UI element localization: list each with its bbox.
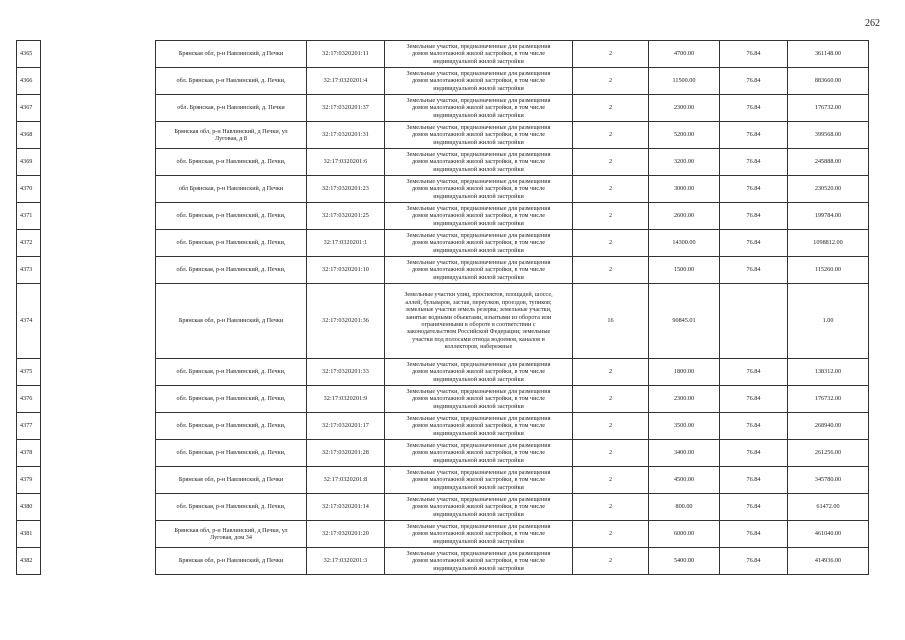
area-cell: 2300.00 [649, 95, 720, 122]
cadastral-number-cell: 32:17:0320201:10 [307, 257, 385, 284]
land-use-cell: Земельные участки, предназначенные для размещения домов малоэтажной жилой застройки, в том числе индивидуальной жилой застройки [385, 494, 573, 521]
row-number: 4376 [17, 386, 41, 413]
rate-cell: 76.84 [720, 548, 788, 575]
row-number: 4371 [17, 203, 41, 230]
group-cell: 2 [573, 203, 649, 230]
row-number: 4373 [17, 257, 41, 284]
address-cell: обл. Брянская, р-н Навлинский, д. Печки, [156, 149, 307, 176]
cadastral-value-cell: 1098812.00 [788, 230, 869, 257]
cadastral-value-cell: 361148.00 [788, 41, 869, 68]
land-use-cell: Земельные участки, предназначенные для размещения домов малоэтажной жилой застройки, в том числе индивидуальной жилой застройки [385, 203, 573, 230]
gap-cell [41, 257, 156, 284]
cadastral-value-cell: 138312.00 [788, 359, 869, 386]
row-number: 4367 [17, 95, 41, 122]
cadastral-number-cell: 32:17:0320201:33 [307, 359, 385, 386]
group-cell: 2 [573, 230, 649, 257]
cadastral-value-cell: 399568.00 [788, 122, 869, 149]
cadastral-number-cell: 32:17:0320201:25 [307, 203, 385, 230]
rate-cell: 76.84 [720, 176, 788, 203]
cadastral-value-cell: 414936.00 [788, 548, 869, 575]
address-cell: обл. Брянская, р-н Навлинский, д. Печки, [156, 494, 307, 521]
area-cell: 3400.00 [649, 440, 720, 467]
gap-cell [41, 122, 156, 149]
rate-cell: 76.84 [720, 203, 788, 230]
table-row [17, 359, 869, 386]
rate-cell: 76.84 [720, 521, 788, 548]
address-cell: Брянская обл, р-н Навлинский, д Печки [156, 41, 307, 68]
table-row [17, 203, 869, 230]
cadastral-number-cell: 32:17:0320201:11 [307, 41, 385, 68]
address-cell: обл Брянская, р-н Навлинский, д Печки [156, 176, 307, 203]
group-cell: 2 [573, 359, 649, 386]
group-cell: 2 [573, 122, 649, 149]
rate-cell: 76.84 [720, 68, 788, 95]
row-number: 4366 [17, 68, 41, 95]
address-cell: Брянская обл, р-н Навлинский, д Печки, ул Луговая, д 8 [156, 122, 307, 149]
address-cell: обл. Брянская, р-н Навлинский, д. Печки, [156, 440, 307, 467]
cadastral-value-cell: 176732.00 [788, 386, 869, 413]
land-use-cell: Земельные участки, предназначенные для размещения домов малоэтажной жилой застройки, в том числе индивидуальной жилой застройки [385, 548, 573, 575]
row-number: 4382 [17, 548, 41, 575]
cadastral-number-cell: 32:17:0320201:28 [307, 440, 385, 467]
row-number: 4380 [17, 494, 41, 521]
group-cell: 2 [573, 467, 649, 494]
rate-cell: 76.84 [720, 41, 788, 68]
cadastral-value-cell: 199784.00 [788, 203, 869, 230]
group-cell: 2 [573, 176, 649, 203]
cadastral-value-cell: 883660.00 [788, 68, 869, 95]
land-use-cell: Земельные участки, предназначенные для размещения домов малоэтажной жилой застройки, в том числе индивидуальной жилой застройки [385, 359, 573, 386]
row-number: 4368 [17, 122, 41, 149]
table-row [17, 230, 869, 257]
land-use-cell: Земельные участки, предназначенные для размещения домов малоэтажной жилой застройки, в том числе индивидуальной жилой застройки [385, 149, 573, 176]
table-row [17, 494, 869, 521]
table-row [17, 521, 869, 548]
land-use-cell: Земельные участки, предназначенные для размещения домов малоэтажной жилой застройки, в том числе индивидуальной жилой застройки [385, 230, 573, 257]
land-use-cell: Земельные участки, предназначенные для размещения домов малоэтажной жилой застройки, в том числе индивидуальной жилой застройки [385, 467, 573, 494]
address-cell: обл. Брянская, р-н Навлинский, д. Печки, [156, 203, 307, 230]
cadastral-number-cell: 32:17:0320201:6 [307, 149, 385, 176]
address-cell: обл. Брянская, р-н Навлинский, д. Печки [156, 95, 307, 122]
cadastral-number-cell: 32:17:0320201:31 [307, 122, 385, 149]
cadastral-number-cell: 32:17:0320201:20 [307, 521, 385, 548]
gap-cell [41, 176, 156, 203]
rate-cell: 76.84 [720, 95, 788, 122]
gap-cell [41, 521, 156, 548]
row-number: 4381 [17, 521, 41, 548]
group-cell: 2 [573, 95, 649, 122]
rate-cell: 76.84 [720, 494, 788, 521]
land-use-cell: Земельные участки, предназначенные для размещения домов малоэтажной жилой застройки, в том числе индивидуальной жилой застройки [385, 440, 573, 467]
cadastral-number-cell: 32:17:0320201:8 [307, 467, 385, 494]
cadastral-number-cell: 32:17:0320201:37 [307, 95, 385, 122]
gap-cell [41, 41, 156, 68]
page-number: 262 [865, 18, 880, 29]
table-row [17, 284, 869, 359]
area-cell: 90845.01 [649, 284, 720, 359]
cadastral-value-cell: 461040.00 [788, 521, 869, 548]
rate-cell [720, 284, 788, 359]
table-row [17, 467, 869, 494]
gap-cell [41, 440, 156, 467]
cadastral-value-cell: 61472.00 [788, 494, 869, 521]
table-row [17, 257, 869, 284]
area-cell: 5200.00 [649, 122, 720, 149]
group-cell: 16 [573, 284, 649, 359]
area-cell: 4500.00 [649, 467, 720, 494]
row-number: 4374 [17, 284, 41, 359]
row-number: 4370 [17, 176, 41, 203]
row-number: 4377 [17, 413, 41, 440]
rate-cell: 76.84 [720, 122, 788, 149]
row-number: 4375 [17, 359, 41, 386]
address-cell: Брянская обл, р-н Навлинский, д Печки [156, 467, 307, 494]
gap-cell [41, 95, 156, 122]
table-row [17, 176, 869, 203]
gap-cell [41, 149, 156, 176]
rate-cell: 76.84 [720, 149, 788, 176]
land-use-cell: Земельные участки, предназначенные для размещения домов малоэтажной жилой застройки, в том числе индивидуальной жилой застройки [385, 176, 573, 203]
cadastral-number-cell: 32:17:0320201:4 [307, 68, 385, 95]
gap-cell [41, 230, 156, 257]
address-cell: обл. Брянская, р-н Навлинский, д. Печки, [156, 386, 307, 413]
land-use-cell: Земельные участки улиц, проспектов, площадей, шоссе, аллей, бульваров, застав, переулков, проездов, тупиков; земельные участки земель резерва; земельные участки, занятые водными объектами, изъятыми из оборота или ограниченными в обороте в соответствии с законодательством Российской Федерации; земельные участки под полосами отвода водоемов, каналов и коллекторов, набережные [385, 284, 573, 359]
area-cell: 2600.00 [649, 203, 720, 230]
area-cell: 11500.00 [649, 68, 720, 95]
cadastral-number-cell: 32:17:0320201:36 [307, 284, 385, 359]
land-use-cell: Земельные участки, предназначенные для размещения домов малоэтажной жилой застройки, в том числе индивидуальной жилой застройки [385, 68, 573, 95]
rate-cell: 76.84 [720, 230, 788, 257]
row-number: 4372 [17, 230, 41, 257]
gap-cell [41, 467, 156, 494]
group-cell: 2 [573, 548, 649, 575]
table-row [17, 68, 869, 95]
group-cell: 2 [573, 494, 649, 521]
cadastral-value-cell: 176732.00 [788, 95, 869, 122]
table-row [17, 413, 869, 440]
area-cell: 3000.00 [649, 176, 720, 203]
land-use-cell: Земельные участки, предназначенные для размещения домов малоэтажной жилой застройки, в том числе индивидуальной жилой застройки [385, 95, 573, 122]
gap-cell [41, 203, 156, 230]
group-cell: 2 [573, 68, 649, 95]
area-cell: 4700.00 [649, 41, 720, 68]
group-cell: 2 [573, 41, 649, 68]
table-row [17, 440, 869, 467]
cadastral-value-cell: 1.00 [788, 284, 869, 359]
cadastral-number-cell: 32:17:0320201:3 [307, 548, 385, 575]
row-number: 4379 [17, 467, 41, 494]
cadastral-value-cell: 345780.00 [788, 467, 869, 494]
cadastral-number-cell: 32:17:0320201:1 [307, 230, 385, 257]
gap-cell [41, 413, 156, 440]
group-cell: 2 [573, 149, 649, 176]
table-row [17, 122, 869, 149]
rate-cell: 76.84 [720, 386, 788, 413]
area-cell: 2300.00 [649, 386, 720, 413]
area-cell: 1500.00 [649, 257, 720, 284]
address-cell: обл. Брянская, р-н Навлинский, д. Печки, [156, 257, 307, 284]
row-number: 4369 [17, 149, 41, 176]
cadastral-value-cell: 261256.00 [788, 440, 869, 467]
group-cell: 2 [573, 257, 649, 284]
cadastral-number-cell: 32:17:0320201:23 [307, 176, 385, 203]
address-cell: обл. Брянская, р-н Навлинский, д. Печки, [156, 230, 307, 257]
gap-cell [41, 68, 156, 95]
rate-cell: 76.84 [720, 359, 788, 386]
rate-cell: 76.84 [720, 413, 788, 440]
land-use-cell: Земельные участки, предназначенные для размещения домов малоэтажной жилой застройки, в том числе индивидуальной жилой застройки [385, 413, 573, 440]
gap-cell [41, 494, 156, 521]
address-cell: Брянская обл, р-н Навлинский, д Печки, ул Луговая, дом 34 [156, 521, 307, 548]
cadastral-number-cell: 32:17:0320201:9 [307, 386, 385, 413]
row-number: 4365 [17, 41, 41, 68]
cadastral-number-cell: 32:17:0320201:14 [307, 494, 385, 521]
table-row [17, 149, 869, 176]
gap-cell [41, 359, 156, 386]
cadastral-value-cell: 245888.00 [788, 149, 869, 176]
area-cell: 14300.00 [649, 230, 720, 257]
table-row [17, 41, 869, 68]
table-body [17, 41, 869, 575]
land-use-cell: Земельные участки, предназначенные для размещения домов малоэтажной жилой застройки, в том числе индивидуальной жилой застройки [385, 122, 573, 149]
area-cell: 3200.00 [649, 149, 720, 176]
area-cell: 1800.00 [649, 359, 720, 386]
land-use-cell: Земельные участки, предназначенные для размещения домов малоэтажной жилой застройки, в том числе индивидуальной жилой застройки [385, 257, 573, 284]
area-cell: 6000.00 [649, 521, 720, 548]
cadastral-value-cell: 268940.00 [788, 413, 869, 440]
group-cell: 2 [573, 440, 649, 467]
rate-cell: 76.84 [720, 467, 788, 494]
area-cell: 5400.00 [649, 548, 720, 575]
rate-cell: 76.84 [720, 257, 788, 284]
group-cell: 2 [573, 521, 649, 548]
table-row [17, 386, 869, 413]
address-cell: обл. Брянская, р-н Навлинский, д. Печки, [156, 359, 307, 386]
cadastral-value-cell: 230520.00 [788, 176, 869, 203]
address-cell: Брянская обл, р-н Навлинский, д Печки [156, 548, 307, 575]
table-row [17, 95, 869, 122]
rate-cell: 76.84 [720, 440, 788, 467]
address-cell: обл. Брянская, р-н Навлинский, д. Печки, [156, 68, 307, 95]
area-cell: 3500.00 [649, 413, 720, 440]
land-use-cell: Земельные участки, предназначенные для размещения домов малоэтажной жилой застройки, в том числе индивидуальной жилой застройки [385, 386, 573, 413]
cadastral-value-table [16, 40, 869, 575]
gap-cell [41, 386, 156, 413]
group-cell: 2 [573, 386, 649, 413]
address-cell: Брянская обл, р-н Навлинский, д Печки [156, 284, 307, 359]
gap-cell [41, 284, 156, 359]
address-cell: обл. Брянская, р-н Навлинский, д. Печки, [156, 413, 307, 440]
group-cell: 2 [573, 413, 649, 440]
cadastral-value-cell: 115260.00 [788, 257, 869, 284]
area-cell: 800.00 [649, 494, 720, 521]
gap-cell [41, 548, 156, 575]
cadastral-number-cell: 32:17:0320201:17 [307, 413, 385, 440]
land-use-cell: Земельные участки, предназначенные для размещения домов малоэтажной жилой застройки, в том числе индивидуальной жилой застройки [385, 41, 573, 68]
table-row [17, 548, 869, 575]
land-use-cell: Земельные участки, предназначенные для размещения домов малоэтажной жилой застройки, в том числе индивидуальной жилой застройки [385, 521, 573, 548]
row-number: 4378 [17, 440, 41, 467]
